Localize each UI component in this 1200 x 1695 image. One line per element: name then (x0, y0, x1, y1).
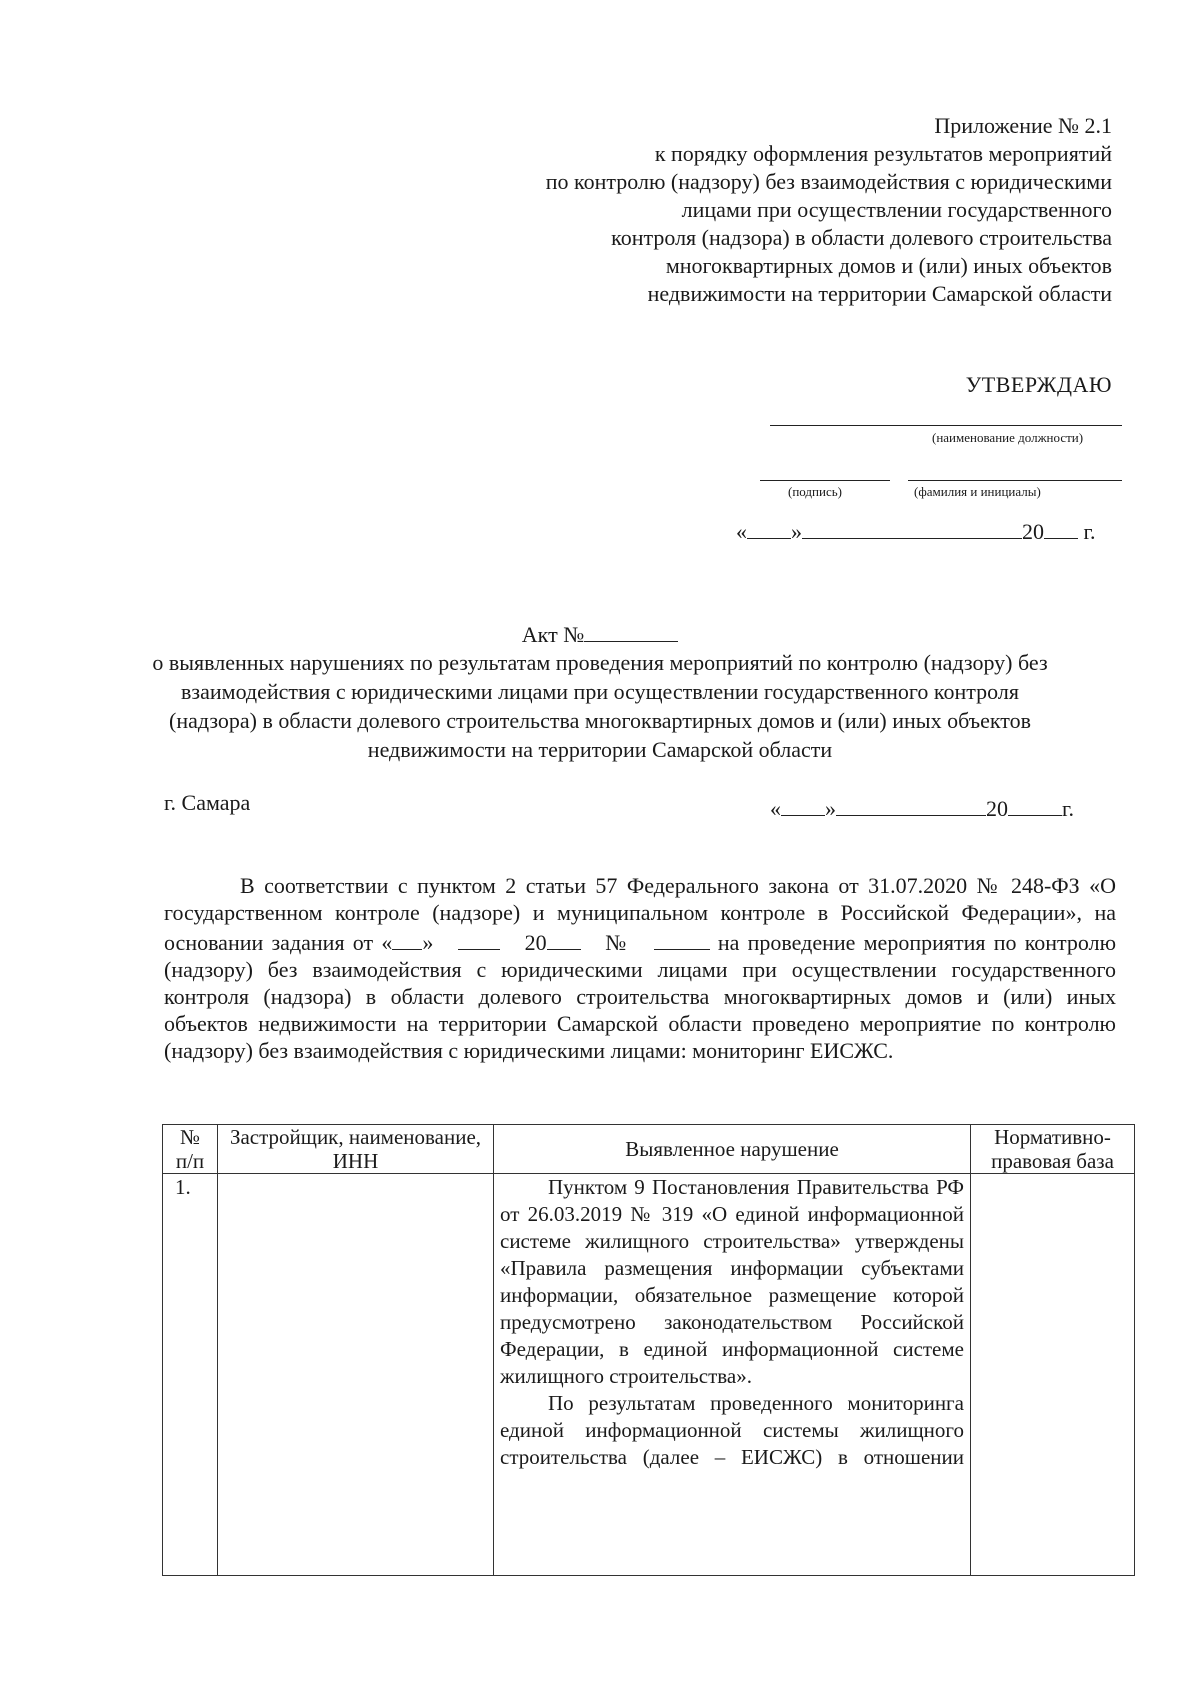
appendix-line: многоквартирных домов и (или) иных объектов (665, 253, 1112, 278)
appendix-header (472, 112, 1112, 308)
header-legal-basis: Нормативно-правовая база (971, 1125, 1135, 1174)
body-text-d: № (605, 930, 630, 956)
task-day-field[interactable] (392, 926, 422, 950)
act-subtitle: о выявленных нарушениях по результатам проведения мероприятий по контролю (надзору) без взаимодействия с юридическими лицами при осуществлении государственного контроля (надзора) в области долевого строительства многоквартирных домов и (или) иных объектов недвижимости на территории Самарской области (152, 650, 1048, 762)
legal-basis-cell[interactable] (971, 1174, 1135, 1576)
header-number: № п/п (163, 1125, 218, 1174)
developer-cell[interactable] (218, 1174, 494, 1576)
table-row (163, 1174, 1135, 1576)
task-number-field[interactable] (654, 926, 710, 950)
quote-close: » (791, 519, 802, 545)
violations-table (162, 1124, 1135, 1576)
year-field[interactable] (1044, 515, 1078, 539)
year-prefix: 20 (1022, 519, 1044, 545)
position-caption: (наименование должности) (932, 430, 1084, 445)
violation-paragraph-2: По результатам проведенного мониторинга единой информационной системы жилищного строительства (далее – ЕИСЖС) в отношении (500, 1391, 964, 1469)
act-number-field[interactable] (584, 618, 678, 642)
quote-open: « (770, 796, 781, 822)
name-line[interactable] (908, 480, 1122, 481)
city: г. Самара (164, 790, 251, 815)
act-day-field[interactable] (781, 792, 825, 816)
act-date (770, 792, 1074, 822)
quote-open: « (736, 519, 747, 545)
body-paragraph (164, 872, 1116, 1064)
header-violation: Выявленное нарушение (494, 1125, 971, 1174)
table-header-row (163, 1125, 1135, 1174)
appendix-line: по контролю (надзору) без взаимодействия с юридическими (545, 169, 1112, 194)
act-title (0, 618, 1200, 648)
approval-title: УТВЕРЖДАЮ (965, 372, 1112, 397)
day-field[interactable] (747, 515, 791, 539)
approval-date (736, 515, 1096, 545)
act-month-field[interactable] (836, 792, 986, 816)
appendix-line: контроля (надзора) в области долевого строительства (611, 225, 1112, 250)
act-year-field[interactable] (1008, 792, 1062, 816)
position-line[interactable] (770, 425, 1122, 426)
act-title-label: Акт № (521, 622, 585, 648)
appendix-line: лицами при осуществлении государственного (681, 197, 1112, 222)
task-year-field[interactable] (547, 926, 581, 950)
name-caption: (фамилия и инициалы) (914, 484, 1041, 499)
body-text-e: на проведение мероприятия по контролю (надзору) без взаимодействия с юридическими лицами при осуществлении государственного контроля (надзора) в области долевого строительства многоквартирных домов и (или) иных объектов недвижимости на территории Самарской области проведено мероприятие по контролю (надзору) без взаимодействия с юридическими лицами: мониторинг ЕИСЖС. (164, 930, 1117, 1064)
act-year-prefix: 20 (986, 796, 1008, 822)
violation-cell (494, 1174, 971, 1576)
violation-paragraph-1: Пунктом 9 Постановления Правительства РФ от 26.03.2019 № 319 «О единой информационной системе жилищного строительства» утверждены «Правила размещения информации субъектами информации, обязательное размещение которой предусмотрено законодательством Российской Федерации, в единой информационной системе жилищного строительства». (500, 1175, 964, 1388)
body-text-b: » (422, 930, 434, 956)
task-month-field[interactable] (458, 926, 500, 950)
appendix-line: недвижимости на территории Самарской области (647, 281, 1112, 306)
body-text-a: В соответствии с пунктом 2 статьи 57 Федерального закона от 31.07.2020 № 248-ФЗ «О государственном контроле (надзоре) и муниципальном контроле в Российской Федерации», на основании задания от « (164, 873, 1116, 956)
header-developer: Застройщик, наименование, ИНН (218, 1125, 494, 1174)
signature-caption: (подпись) (788, 484, 842, 499)
signature-line[interactable] (760, 480, 890, 481)
month-field[interactable] (802, 515, 1022, 539)
appendix-line: к порядку оформления результатов мероприятий (654, 141, 1112, 166)
act-year-suffix: г. (1062, 796, 1075, 822)
quote-close: » (825, 796, 836, 822)
appendix-line: Приложение № 2.1 (934, 113, 1112, 138)
body-text-c: 20 (524, 930, 547, 956)
year-suffix: г. (1083, 519, 1096, 545)
row-number: 1. (163, 1174, 218, 1576)
